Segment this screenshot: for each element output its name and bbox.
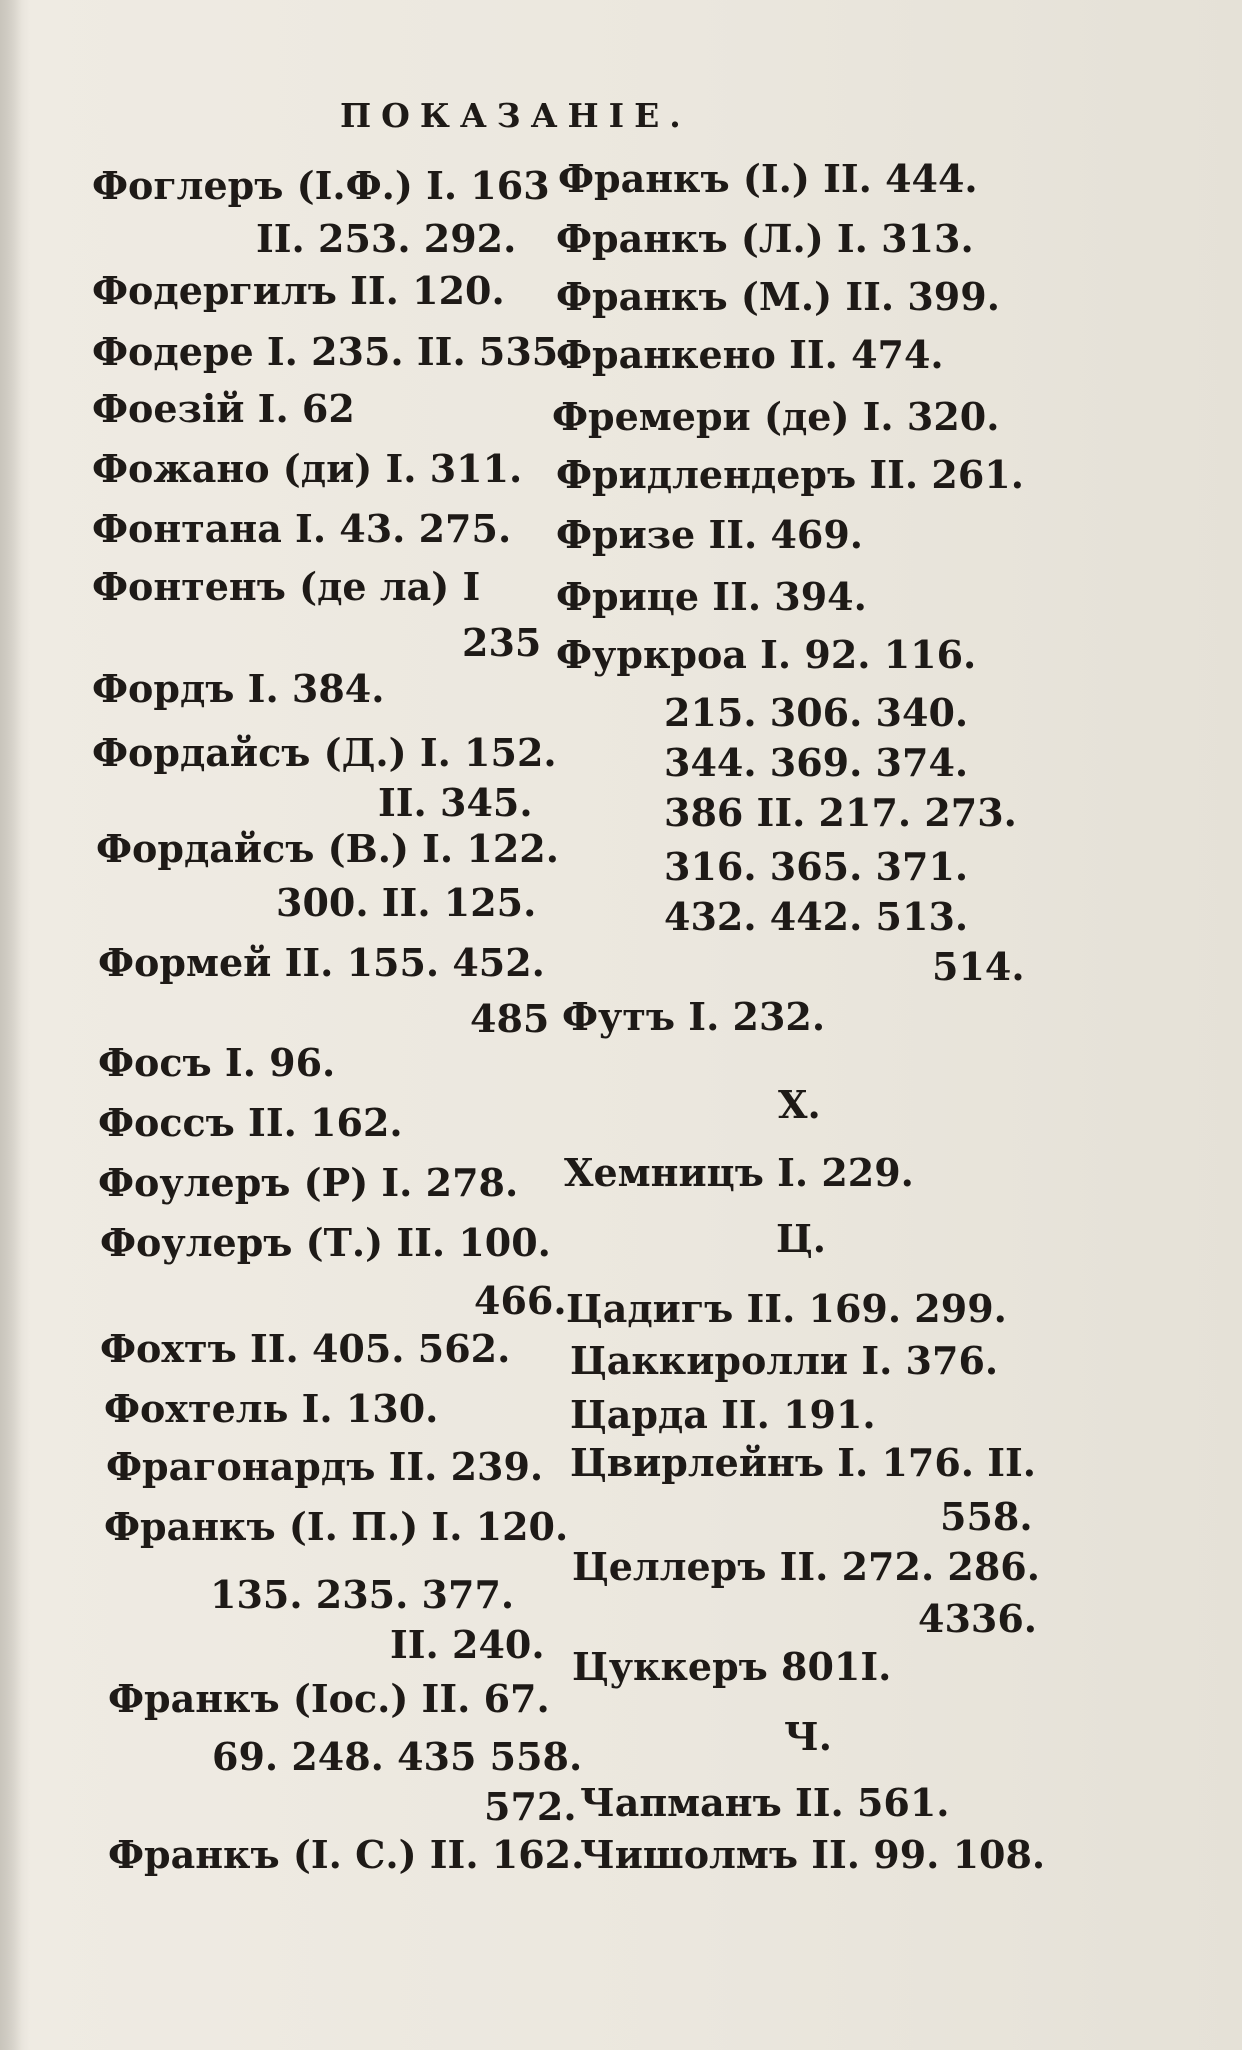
index-continuation: 135. 235. 377. — [210, 1572, 515, 1617]
index-continuation: 485 — [470, 996, 550, 1041]
section-letter-che: Ч. — [784, 1714, 832, 1759]
section-letter-tse: Ц. — [776, 1216, 826, 1261]
index-entry: Фоглеръ (І.Ф.) І. 163 — [92, 163, 550, 208]
index-entry: Франкъ (І.) ІІ. 444. — [558, 156, 978, 201]
index-entry: Фремери (де) І. 320. — [552, 394, 1000, 439]
index-continuation: 215. 306. 340. — [664, 690, 969, 735]
index-entry: Франкъ (І. С.) ІІ. 162. — [108, 1832, 585, 1877]
index-continuation: 572. — [484, 1784, 577, 1829]
section-letter-kha: Х. — [778, 1082, 821, 1127]
index-entry: Цуккеръ 801І. — [572, 1644, 892, 1689]
index-entry: Фордайсъ (Д.) І. 152. — [92, 730, 557, 775]
index-entry: Фоезій І. 62 — [92, 386, 355, 431]
index-entry: Франкъ (Л.) І. 313. — [556, 216, 974, 261]
index-entry: Фуркроа І. 92. 116. — [556, 632, 977, 677]
index-entry: Формей ІІ. 155. 452. — [98, 940, 545, 985]
index-entry: Целлеръ ІІ. 272. 286. — [572, 1544, 1040, 1589]
index-entry: Фоулеръ (Р) І. 278. — [98, 1160, 519, 1205]
index-entry: Франкъ (І. П.) І. 120. — [104, 1504, 569, 1549]
index-entry: Хемницъ І. 229. — [564, 1150, 914, 1195]
index-continuation: 558. — [940, 1494, 1033, 1539]
index-entry: Фоссъ ІІ. 162. — [98, 1100, 403, 1145]
index-continuation: ІІ. 253. 292. — [256, 216, 517, 261]
index-entry: Франкено ІІ. 474. — [556, 332, 944, 377]
index-continuation: 4336. — [918, 1596, 1037, 1641]
index-entry: Фонтенъ (де ла) І — [92, 564, 481, 609]
index-entry: Футъ І. 232. — [562, 994, 826, 1039]
index-continuation: 235 — [462, 620, 542, 665]
index-entry: Цвирлейнъ І. 176. ІІ. — [570, 1440, 1037, 1485]
index-entry: Чишолмъ ІІ. 99. 108. — [580, 1832, 1046, 1877]
index-entry: Фордайсъ (В.) І. 122. — [96, 826, 559, 871]
index-entry: Фордъ І. 384. — [92, 666, 385, 711]
index-continuation: 432. 442. 513. — [664, 894, 969, 939]
index-entry: Франкъ (Іос.) ІІ. 67. — [108, 1676, 550, 1721]
index-entry: Фрагонардъ ІІ. 239. — [106, 1444, 544, 1489]
index-continuation: 316. 365. 371. — [664, 844, 969, 889]
index-entry: Франкъ (М.) ІІ. 399. — [556, 274, 1000, 319]
index-entry: Чапманъ ІІ. 561. — [580, 1780, 950, 1825]
index-entry: Цаккиролли І. 376. — [570, 1338, 999, 1383]
index-entry: Фодергилъ ІІ. 120. — [92, 268, 505, 313]
index-entry: Фодере І. 235. ІІ. 535. — [92, 329, 572, 374]
index-continuation: 386 ІІ. 217. 273. — [664, 790, 1017, 835]
index-entry: Фосъ І. 96. — [98, 1040, 336, 1085]
index-entry: Фоулеръ (Т.) ІІ. 100. — [100, 1220, 551, 1265]
page-title: ПОКАЗАНІЕ. — [340, 96, 691, 135]
index-continuation: ІІ. 240. — [390, 1622, 545, 1667]
index-entry: Фризе ІІ. 469. — [556, 512, 864, 557]
index-entry: Фонтана І. 43. 275. — [92, 506, 512, 551]
index-entry: Фожано (ди) І. 311. — [92, 446, 523, 491]
index-continuation: 514. — [932, 944, 1025, 989]
index-entry: Цадигъ ІІ. 169. 299. — [566, 1286, 1007, 1331]
index-entry: Фохтель І. 130. — [104, 1386, 439, 1431]
index-continuation: 344. 369. 374. — [664, 740, 969, 785]
page-gutter-shadow — [0, 0, 22, 2050]
index-entry: Царда ІІ. 191. — [570, 1392, 876, 1437]
index-continuation: ІІ. 345. — [378, 780, 533, 825]
index-continuation: 69. 248. 435 558. — [212, 1734, 583, 1779]
index-continuation: 466. — [474, 1278, 567, 1323]
index-entry: Фрице ІІ. 394. — [556, 574, 867, 619]
index-entry: Фридлендеръ ІІ. 261. — [556, 452, 1024, 497]
index-continuation: 300. ІІ. 125. — [276, 880, 537, 925]
index-entry: Фохтъ ІІ. 405. 562. — [100, 1326, 511, 1371]
